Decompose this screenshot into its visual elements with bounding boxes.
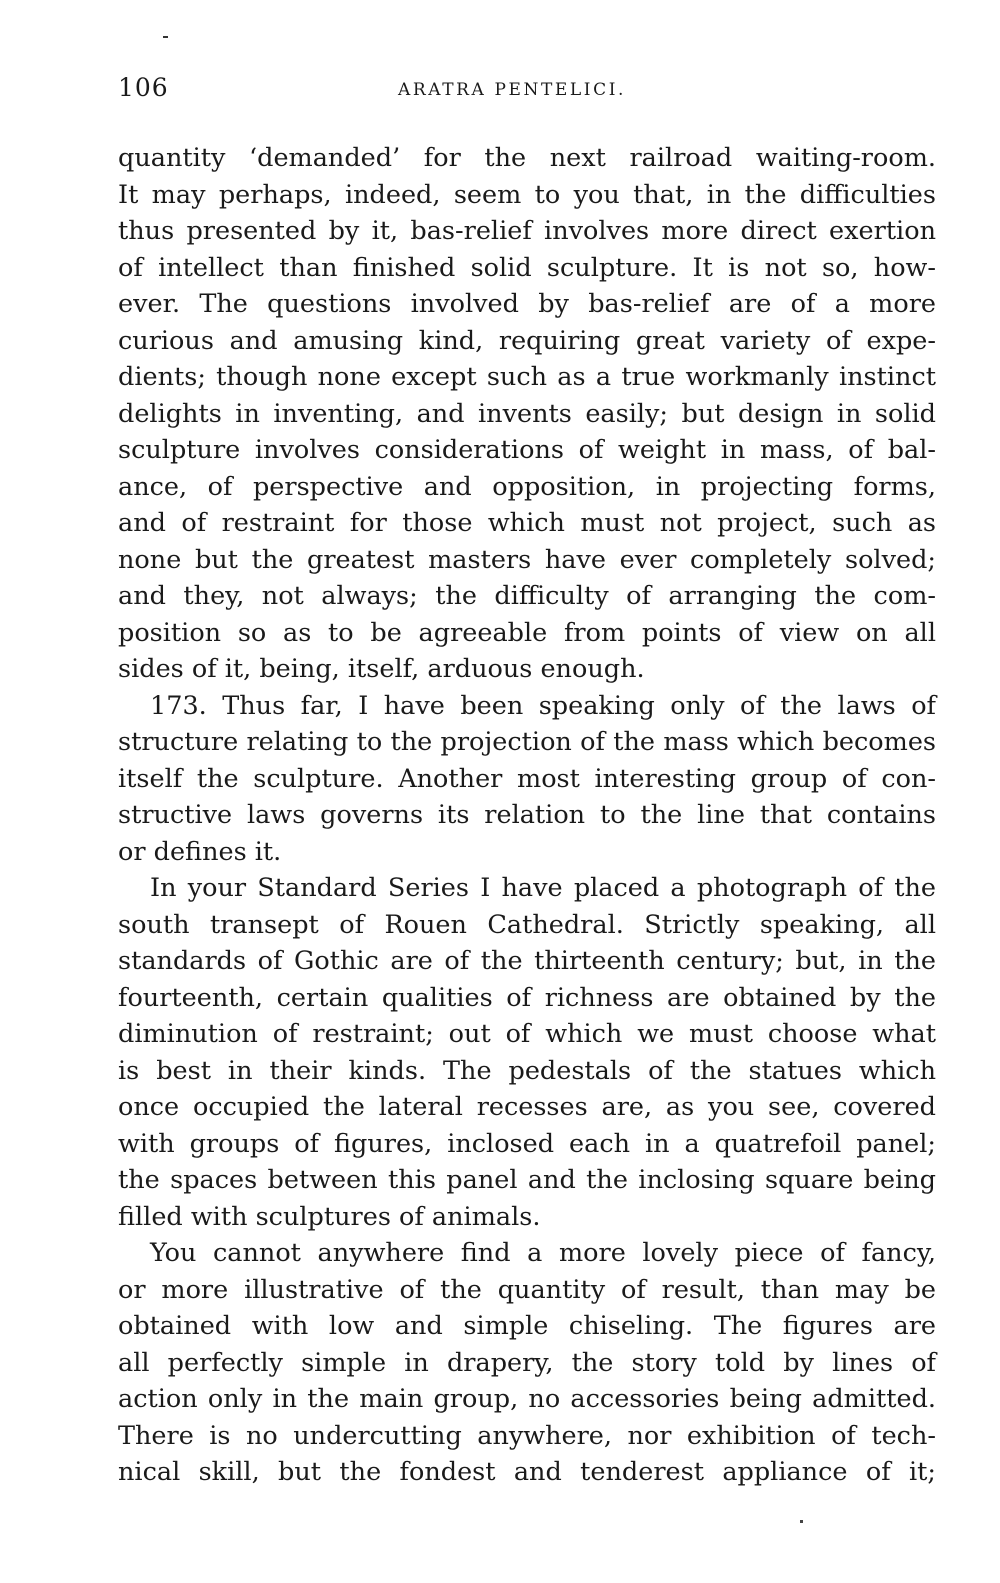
text-line: and they, not always; the difficulty of arranging the com- bbox=[118, 581, 936, 611]
page-number: 106 bbox=[118, 73, 169, 102]
text-line: diminution of restraint; out of which we must choose what bbox=[118, 1019, 936, 1049]
text-line: or defines it. bbox=[118, 836, 282, 867]
text-line: ever. The questions involved by bas-relief are of a more bbox=[118, 289, 936, 319]
text-line: sculpture involves considerations of weight in mass, of bal- bbox=[118, 435, 936, 465]
print-speck bbox=[163, 36, 168, 38]
text-line: nical skill, but the fondest and tenderest appliance of it; bbox=[118, 1457, 936, 1487]
text-line: none but the greatest masters have ever completely solved; bbox=[118, 544, 936, 575]
text-line: ance, of perspective and opposition, in projecting forms, bbox=[118, 471, 936, 502]
text-line: or more illustrative of the quantity of result, than may be bbox=[118, 1274, 936, 1305]
text-line: of intellect than finished solid sculpture. It is not so, how- bbox=[118, 252, 936, 283]
text-line: the spaces between this panel and the inclosing square being bbox=[118, 1165, 936, 1195]
text-line: delights in inventing, and invents easily; but design in solid bbox=[118, 398, 936, 429]
text-line: action only in the main group, no accessories being admitted. bbox=[118, 1384, 936, 1414]
text-line: with groups of figures, inclosed each in a quatrefoil panel; bbox=[118, 1128, 936, 1159]
text-line: itself the sculpture. Another most interesting group of con- bbox=[118, 763, 936, 794]
text-line: curious and amusing kind, requiring great variety of expe- bbox=[118, 325, 936, 356]
text-line: and of restraint for those which must not project, such as bbox=[118, 508, 936, 538]
text-line: is best in their kinds. The pedestals of the statues which bbox=[118, 1055, 936, 1086]
body-text bbox=[118, 140, 936, 1491]
text-line: obtained with low and simple chiseling. The figures are bbox=[118, 1311, 936, 1341]
text-line: south transept of Rouen Cathedral. Strictly speaking, all bbox=[118, 909, 936, 940]
print-speck bbox=[800, 1520, 803, 1523]
text-line: structive laws governs its relation to the line that contains bbox=[118, 800, 936, 830]
text-line: 173. Thus far, I have been speaking only of the laws of bbox=[150, 690, 936, 721]
text-line: thus presented by it, bas-relief involves more direct exertion bbox=[118, 216, 936, 246]
text-line: position so as to be agreeable from points of view on all bbox=[118, 617, 936, 648]
text-line: once occupied the lateral recesses are, as you see, covered bbox=[118, 1092, 936, 1122]
text-line: There is no undercutting anywhere, nor exhibition of tech- bbox=[118, 1420, 936, 1451]
running-title: ARATRA PENTELICI. bbox=[398, 80, 627, 100]
text-line: In your Standard Series I have placed a photograph of the bbox=[150, 873, 936, 903]
text-line: standards of Gothic are of the thirteenth century; but, in the bbox=[118, 946, 936, 976]
text-line: sides of it, being, itself, arduous enough. bbox=[118, 654, 645, 684]
text-line: fourteenth, certain qualities of richness are obtained by the bbox=[118, 982, 936, 1013]
text-line: all perfectly simple in drapery, the story told by lines of bbox=[118, 1347, 936, 1378]
text-line: dients; though none except such as a true workmanly instinct bbox=[118, 362, 936, 392]
text-line: quantity ‘demanded’ for the next railroad waiting-room. bbox=[118, 143, 936, 173]
page-header bbox=[118, 70, 938, 106]
text-line: filled with sculptures of animals. bbox=[118, 1201, 541, 1232]
text-line: You cannot anywhere find a more lovely piece of fancy, bbox=[150, 1238, 936, 1268]
text-line: It may perhaps, indeed, seem to you that, in the difficulties bbox=[118, 179, 936, 210]
text-line: structure relating to the projection of the mass which becomes bbox=[118, 727, 936, 757]
